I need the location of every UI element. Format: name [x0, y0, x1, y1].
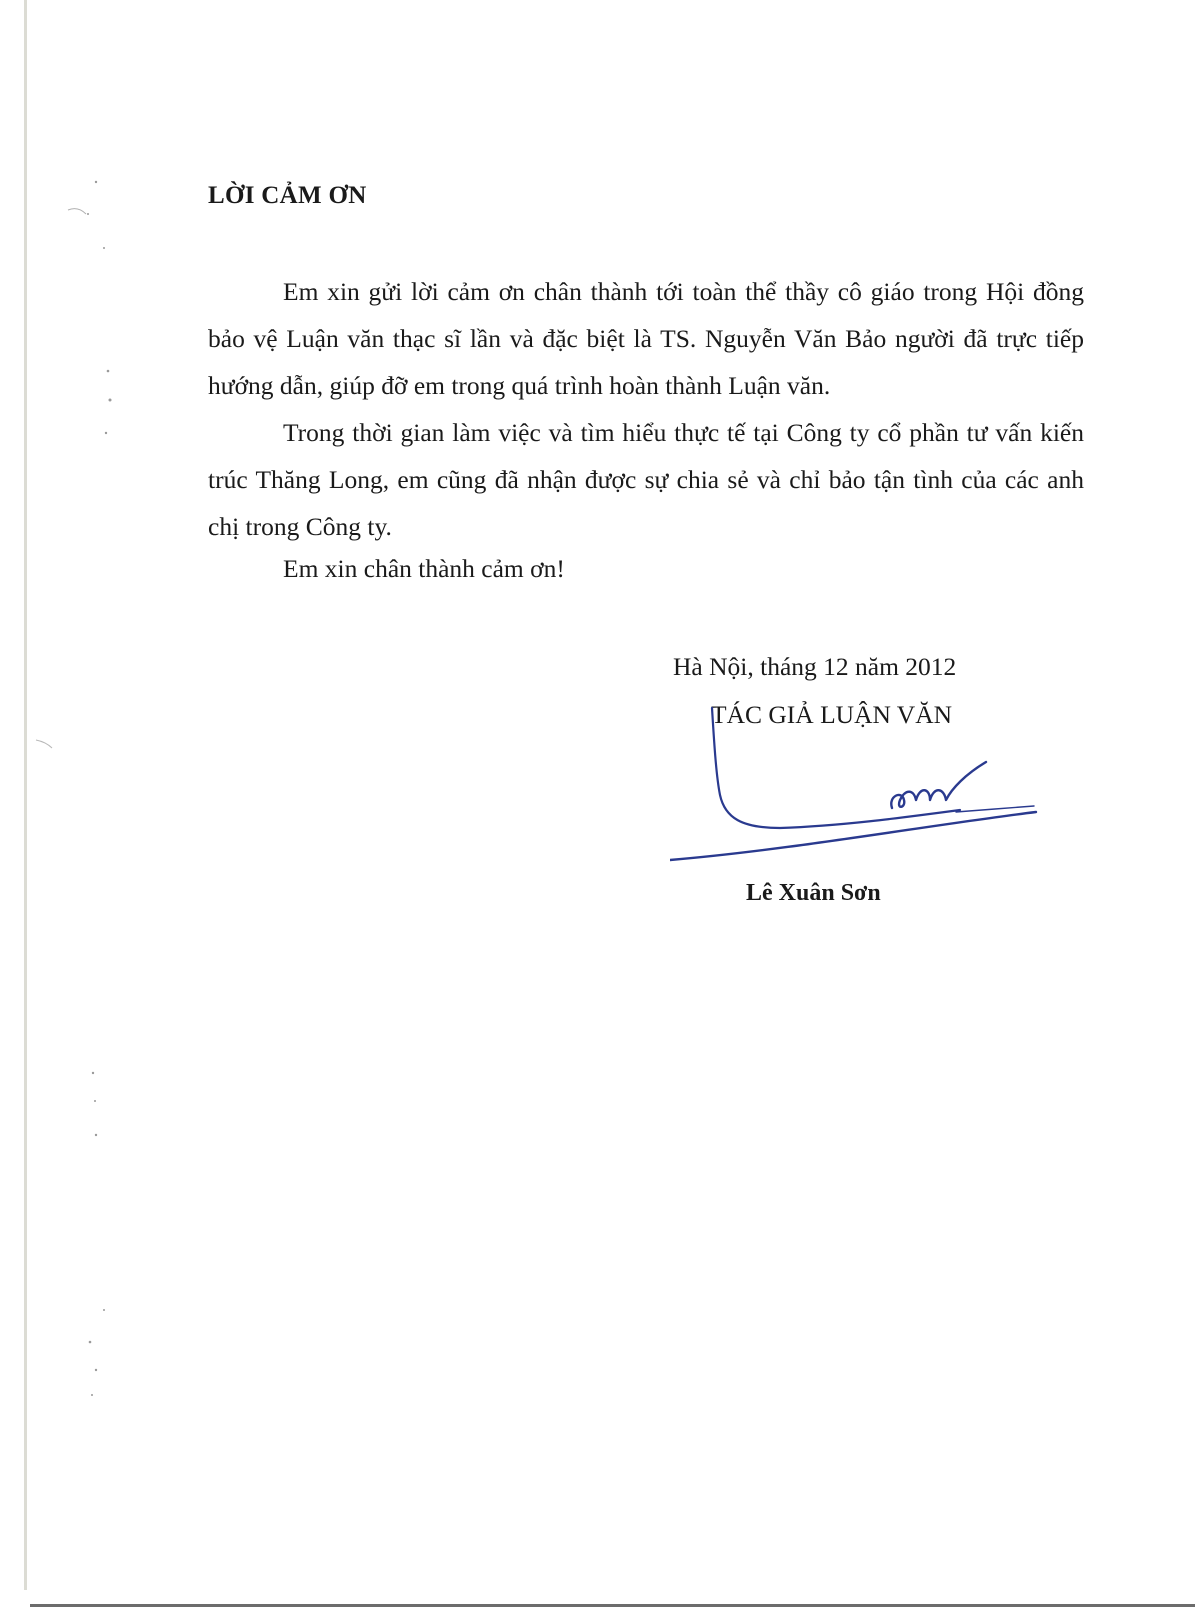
page-title: LỜI CẢM ƠN [208, 182, 367, 209]
author-name: Lê Xuân Sơn [746, 880, 881, 906]
author-role: TÁC GIẢ LUẬN VĂN [711, 700, 953, 729]
paragraph: Trong thời gian làm việc và tìm hiểu thực tế tại Công ty cổ phần tư vấn kiến trúc Thăng Long, em cũng đã nhận được sự chia sẻ và chỉ bảo tận tình của các anh chị trong Công ty. [208, 418, 1084, 541]
scan-left-edge [24, 0, 27, 1590]
handwritten-signature [670, 700, 1090, 880]
acknowledgement-body [208, 268, 1084, 550]
scan-specks [0, 0, 200, 1617]
scan-bottom-edge [30, 1604, 1195, 1607]
closing-line: Em xin chân thành cảm ơn! [283, 554, 565, 583]
paragraph: Em xin gửi lời cảm ơn chân thành tới toàn thể thầy cô giáo trong Hội đồng bảo vệ Luận văn thạc sĩ lần và đặc biệt là TS. Nguyễn Văn Bảo người đã trực tiếp hướng dẫn, giúp đỡ em trong quá trình hoàn thành Luận văn. [208, 277, 1084, 400]
place-date: Hà Nội, tháng 12 năm 2012 [673, 652, 957, 681]
